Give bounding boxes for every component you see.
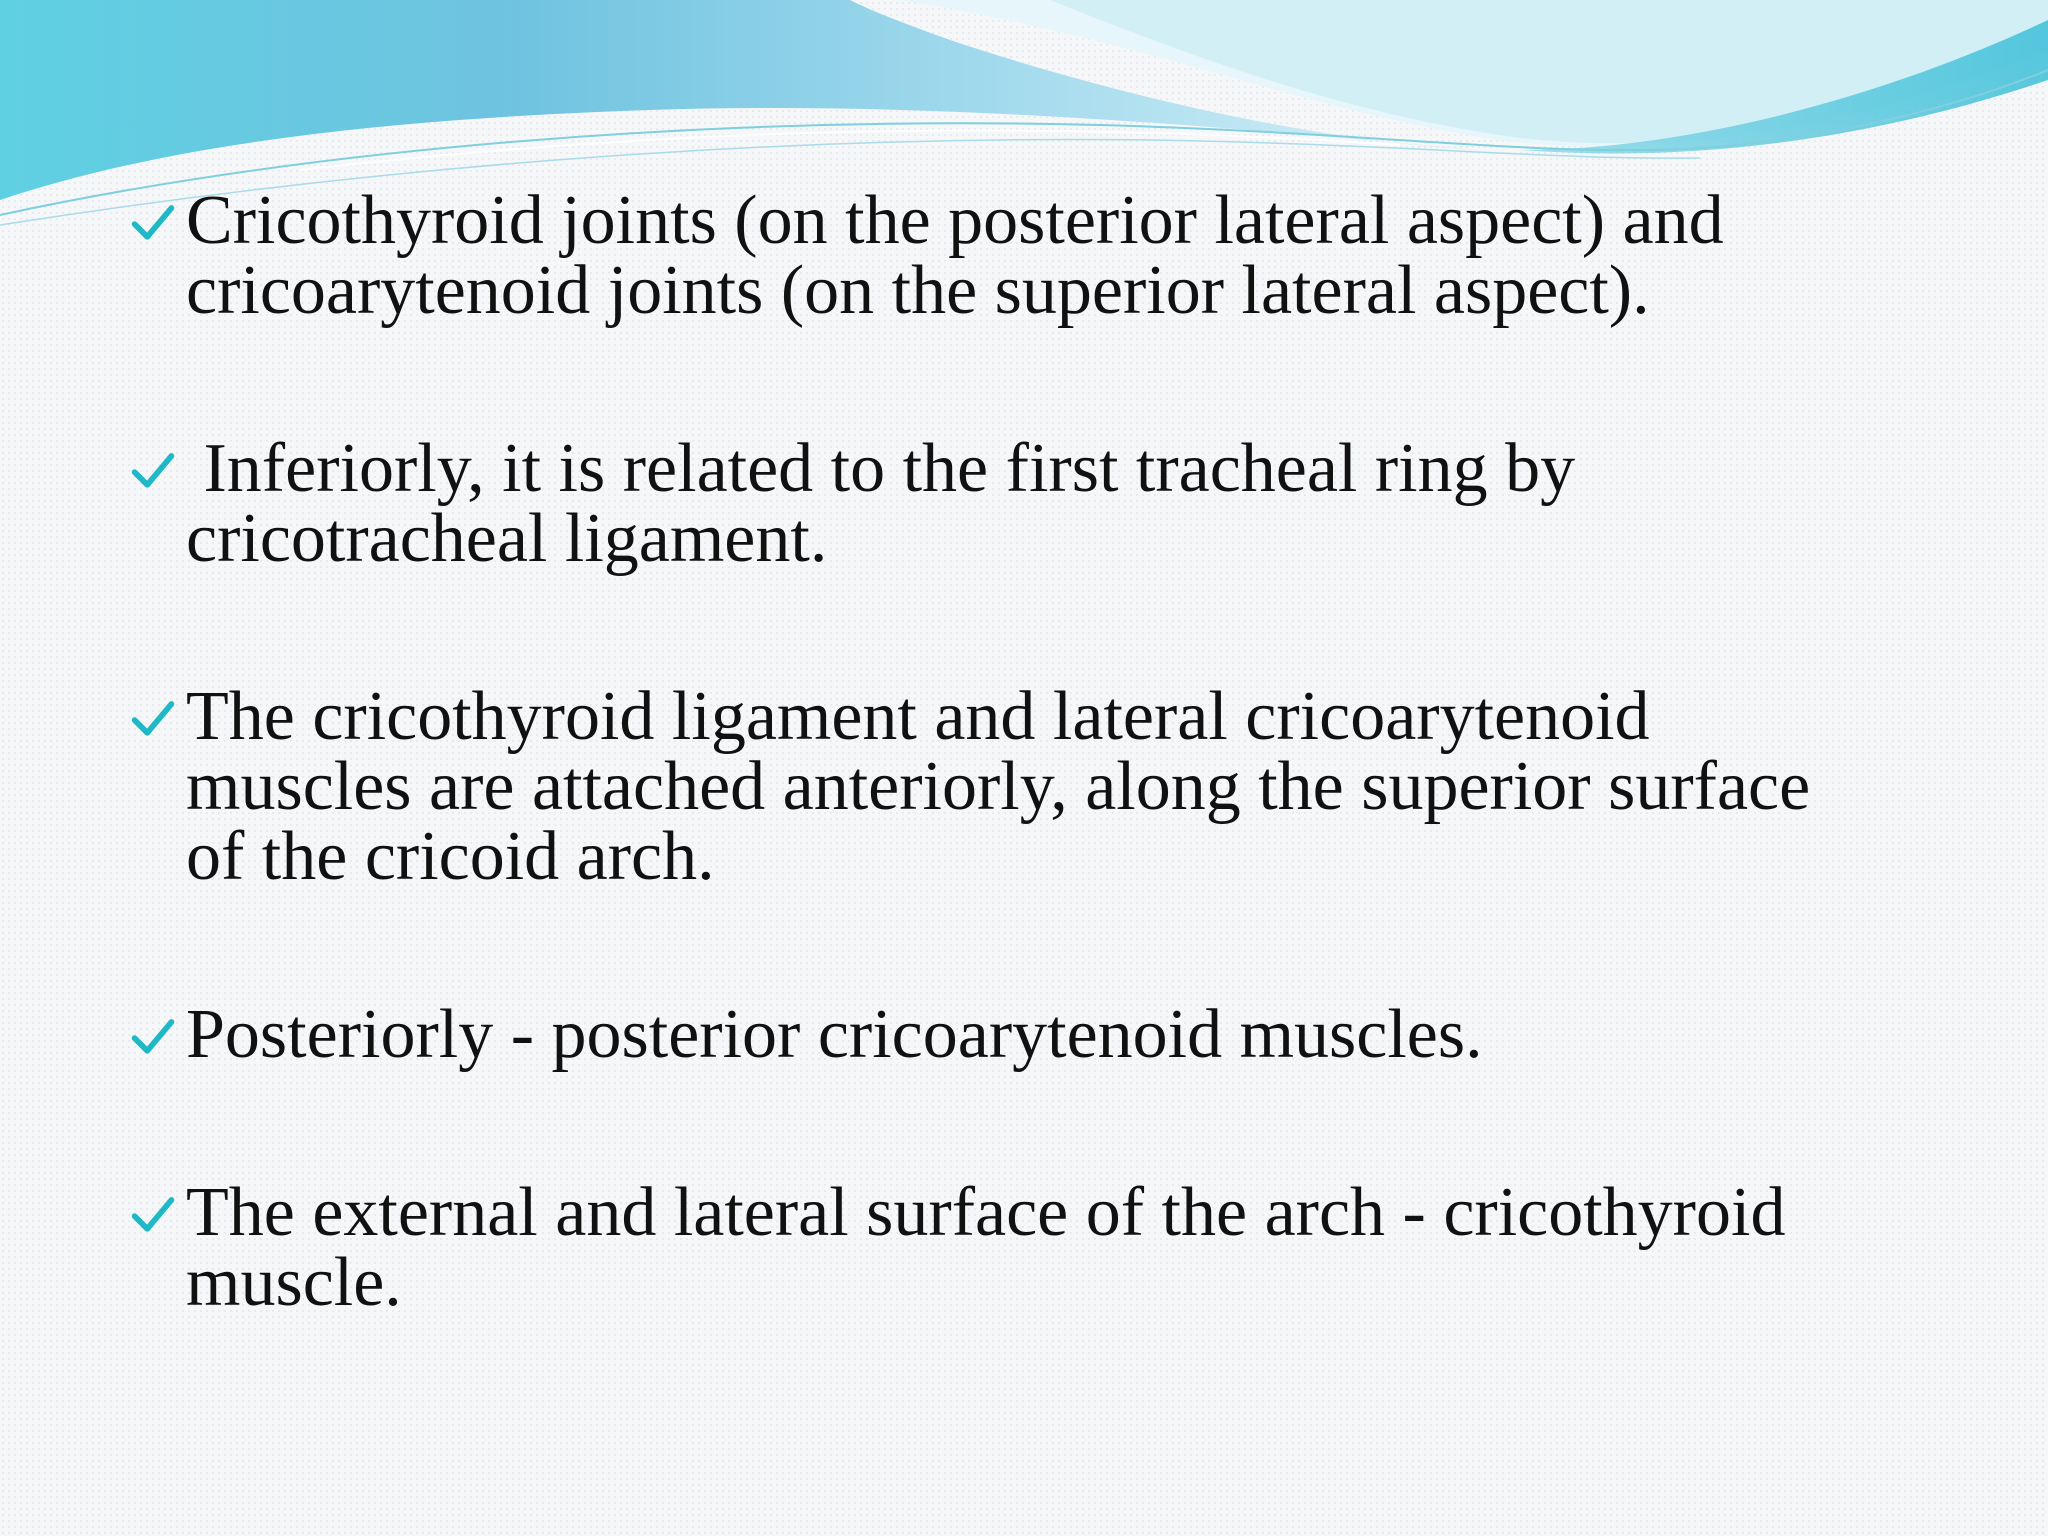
bullet-text: Inferiorly, it is related to the first tracheal ring by cricotracheal ligament. <box>186 430 1576 577</box>
bullet-item <box>130 1174 1990 1321</box>
checkmark-icon <box>130 1192 176 1238</box>
bullet-text: Posteriorly - posterior cricoarytenoid muscles. <box>186 996 1483 1073</box>
checkmark-icon <box>130 448 176 494</box>
bullet-text: The cricothyroid ligament and lateral cricoarytenoid muscles are attached anteriorly, along the superior surface of the cricoid arch. <box>186 678 1811 895</box>
bullet-text: The external and lateral surface of the arch - cricothyroid muscle. <box>186 1174 1786 1321</box>
checkmark-icon <box>130 696 176 742</box>
bullet-item <box>130 182 1990 329</box>
checkmark-icon <box>130 1014 176 1060</box>
bullet-item <box>130 430 1990 577</box>
bullet-item <box>130 996 1990 1073</box>
bullet-list <box>130 182 1990 1321</box>
bullet-item <box>130 678 1990 895</box>
bullet-text: Cricothyroid joints (on the posterior lateral aspect) and cricoarytenoid joints (on the superior lateral aspect). <box>186 182 1724 329</box>
checkmark-icon <box>130 200 176 246</box>
